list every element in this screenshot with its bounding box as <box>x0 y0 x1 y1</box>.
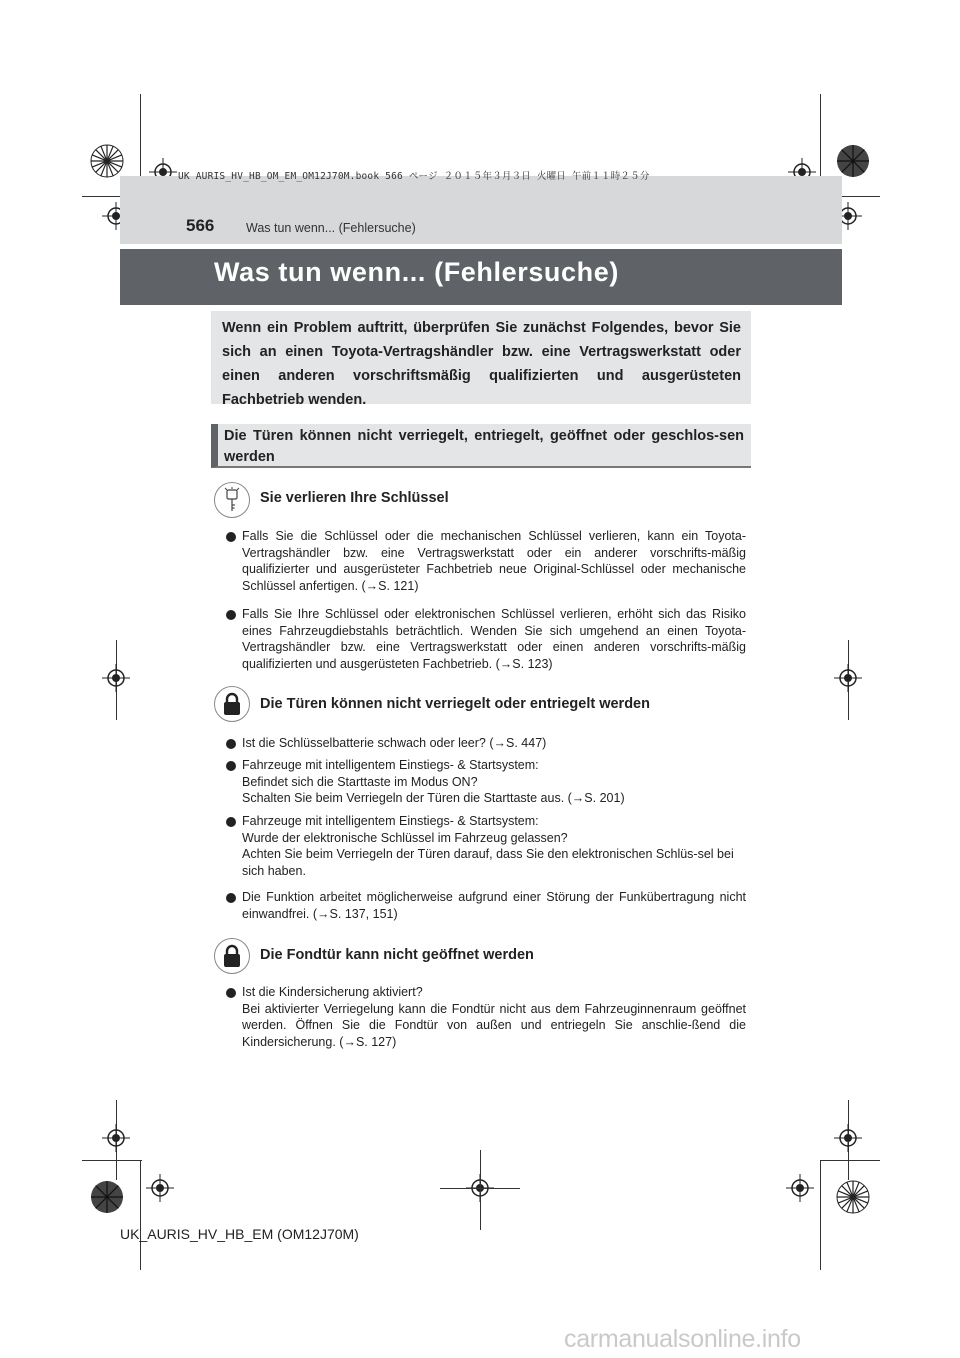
trim-line <box>480 1150 481 1230</box>
key-badge <box>214 482 250 518</box>
sunburst-mark-icon <box>836 144 870 178</box>
running-head: Was tun wenn... (Fehlersuche) <box>246 221 416 235</box>
list-item: Ist die Schlüsselbatterie schwach oder leer? (→S. 447) <box>242 736 547 750</box>
registration-mark-icon <box>102 664 130 692</box>
watermark: carmanualsonline.info <box>564 1325 801 1353</box>
bullet-icon <box>226 739 236 749</box>
trim-line <box>820 1160 821 1270</box>
subsection-heading: Sie verlieren Ihre Schlüssel <box>260 490 449 506</box>
subsection-heading: Die Fondtür kann nicht geöffnet werden <box>260 947 534 963</box>
registration-mark-icon <box>786 1174 814 1202</box>
list-item: Fahrzeuge mit intelligentem Einstiegs- & Startsystem: Befindet sich die Starttaste im Modus ON? Schalten Sie beim Verriegeln der Türen die Starttaste aus. (→S. 201) <box>242 758 625 805</box>
bullet-icon <box>226 817 236 827</box>
sunburst-mark-icon <box>90 144 124 178</box>
sunburst-mark-icon <box>836 1180 870 1214</box>
list-item: Falls Sie die Schlüssel oder die mechanischen Schlüssel verlieren, kann ein Toyota-Vertragshändler bzw. eine Vertragswerkstatt oder ein anderer vorschrifts-mäßig qualifizierter und ausgerüsteter Fachbetrieb neue Original-Schlüssel oder mechanische Schlüssel anfertigen. (→S. 121) <box>242 529 746 593</box>
registration-mark-icon <box>102 1124 130 1152</box>
bullet-icon <box>226 893 236 903</box>
key-icon <box>221 487 243 513</box>
list-item: Falls Sie Ihre Schlüssel oder elektronischen Schlüssel verlieren, erhöht sich das Risiko eines Fahrzeugdiebstahls beträchtlich. Wenden Sie sich umgehend an einen Toyota-Vertragshändler bzw. eine Vertragswerkstatt oder einen anderen vorschrifts-mäßig qualifizierten und ausgerüsteten Fachbetrieb. (→S. 123) <box>242 607 746 671</box>
header-band <box>120 176 842 244</box>
section-heading: Die Türen können nicht verriegelt, entriegelt, geöffnet oder geschlos-sen werden <box>224 428 744 465</box>
registration-mark-icon <box>146 1174 174 1202</box>
page-title: Was tun wenn... (Fehlersuche) <box>214 257 619 287</box>
lock-icon <box>222 944 242 968</box>
lock-icon <box>222 692 242 716</box>
trim-line <box>820 1160 880 1161</box>
page-number: 566 <box>186 216 215 235</box>
lock-badge <box>214 686 250 722</box>
lock-badge <box>214 938 250 974</box>
footer-code: UK_AURIS_HV_HB_EM (OM12J70M) <box>120 1226 359 1242</box>
bullet-icon <box>226 988 236 998</box>
bullet-icon <box>226 761 236 771</box>
bullet-icon <box>226 610 236 620</box>
bullet-icon <box>226 532 236 542</box>
book-meta: UK AURIS_HV_HB_OM_EM_OM12J70M.book 566 ページ ２０１５年３月３日 火曜日 午前１１時２５分 <box>178 171 650 182</box>
trim-line <box>82 1160 142 1161</box>
list-item: Fahrzeuge mit intelligentem Einstiegs- & Startsystem: Wurde der elektronische Schlüssel im Fahrzeug gelassen? Achten Sie beim Verriegeln der Türen darauf, dass Sie den elektronischen Schlüs-sel bei sich haben. <box>242 814 734 878</box>
list-item: Ist die Kindersicherung aktiviert? Bei aktivierter Verriegelung kann die Fondtür nicht aus dem Fahrzeuginnenraum geöffnet werden. Öffnen Sie die Fondtür von außen und entriegeln Sie anschlie-ßend die Kindersicherung. (→S. 127) <box>242 985 746 1049</box>
sunburst-mark-icon <box>90 1180 124 1214</box>
list-item: Die Funktion arbeitet möglicherweise aufgrund einer Störung der Funkübertragung nicht einwandfrei. (→S. 137, 151) <box>242 890 746 921</box>
registration-mark-icon <box>834 664 862 692</box>
subsection-heading: Die Türen können nicht verriegelt oder entriegelt werden <box>260 696 650 712</box>
trim-line <box>140 1160 141 1270</box>
intro-text: Wenn ein Problem auftritt, überprüfen Sie zunächst Folgendes, bevor Sie sich an einen Toyota-Vertragshändler bzw. eine Vertragswerkstatt oder einen anderen vorschriftsmäßig qualifizierten und ausgerüsteten Fachbetrieb wenden. <box>222 320 741 408</box>
registration-mark-icon <box>834 1124 862 1152</box>
